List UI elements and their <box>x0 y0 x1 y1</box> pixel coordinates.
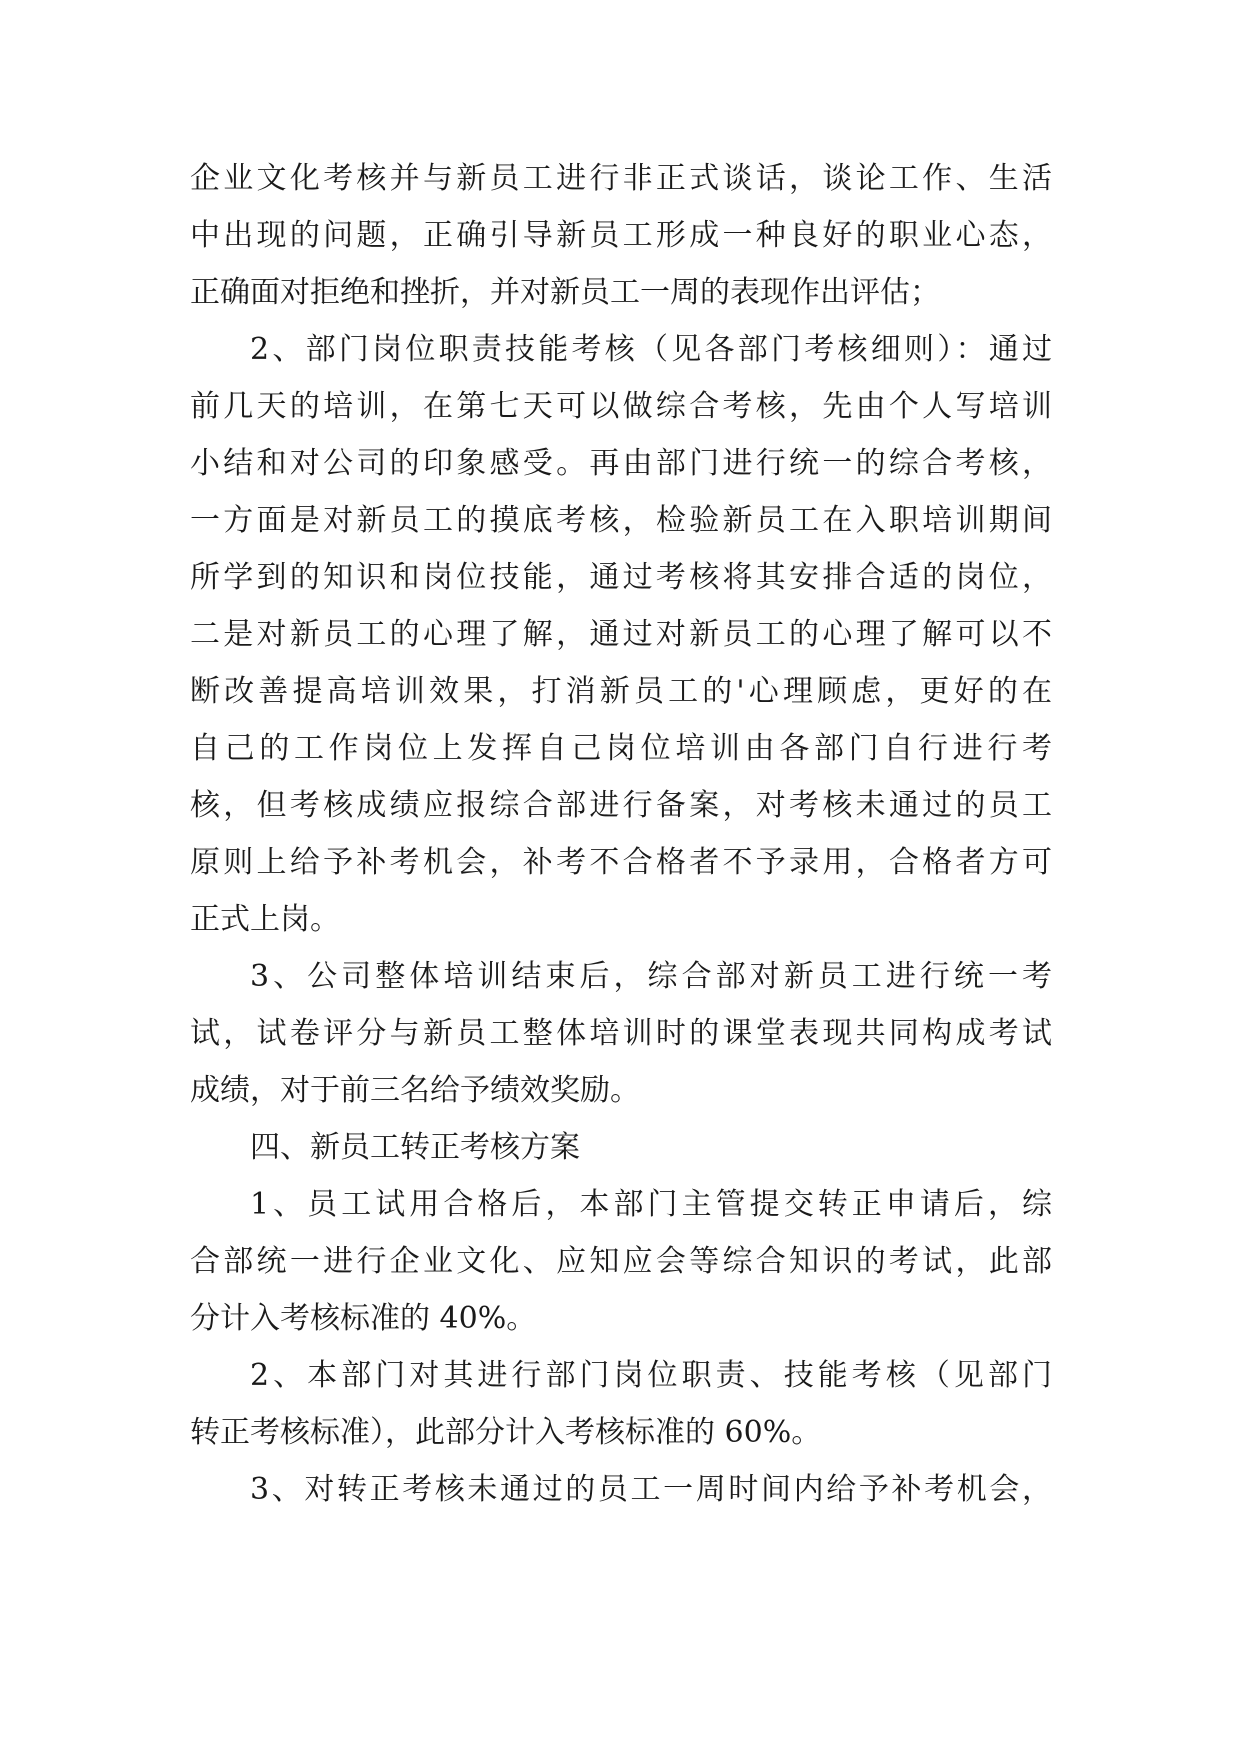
text-line: 断改善提高培训效果，打消新员工的'心理顾虑，更好的在 <box>190 674 1052 709</box>
text-line: 转正考核标准），此部分计入考核标准的 60%。 <box>190 1415 822 1450</box>
text-line: 核，但考核成绩应报综合部进行备案，对考核未通过的员工 <box>190 788 1052 823</box>
text-line: 3、对转正考核未通过的员工一周时间内给予补考机会， <box>250 1472 1052 1507</box>
text-line: 合部统一进行企业文化、应知应会等综合知识的考试，此部 <box>190 1244 1052 1279</box>
text-line: 正式上岗。 <box>190 902 340 937</box>
text-line: 成绩，对于前三名给予绩效奖励。 <box>190 1073 640 1108</box>
text-line: 3、公司整体培训结束后，综合部对新员工进行统一考 <box>250 959 1052 994</box>
text-line: 2、本部门对其进行部门岗位职责、技能考核（见部门 <box>250 1358 1052 1393</box>
text-line: 中出现的问题，正确引导新员工形成一种良好的职业心态， <box>190 218 1052 253</box>
text-line: 1、员工试用合格后，本部门主管提交转正申请后，综 <box>250 1187 1052 1222</box>
text-line: 2、部门岗位职责技能考核（见各部门考核细则）：通过 <box>250 332 1052 367</box>
text-line: 所学到的知识和岗位技能，通过考核将其安排合适的岗位， <box>190 560 1052 595</box>
text-line: 小结和对公司的印象感受。再由部门进行统一的综合考核， <box>190 446 1052 481</box>
text-line: 试，试卷评分与新员工整体培训时的课堂表现共同构成考试 <box>190 1016 1052 1051</box>
text-line: 原则上给予补考机会，补考不合格者不予录用，合格者方可 <box>190 845 1052 880</box>
text-line: 自己的工作岗位上发挥自己岗位培训由各部门自行进行考 <box>190 731 1052 766</box>
section-heading: 四、新员工转正考核方案 <box>250 1130 580 1165</box>
text-line: 分计入考核标准的 40%。 <box>190 1301 537 1336</box>
text-line: 前几天的培训，在第七天可以做综合考核，先由个人写培训 <box>190 389 1052 424</box>
text-line: 一方面是对新员工的摸底考核，检验新员工在入职培训期间 <box>190 503 1052 538</box>
text-line: 正确面对拒绝和挫折，并对新员工一周的表现作出评估； <box>190 275 940 310</box>
document-body <box>190 150 1052 1518</box>
text-line: 二是对新员工的心理了解，通过对新员工的心理了解可以不 <box>190 617 1052 652</box>
text-line: 企业文化考核并与新员工进行非正式谈话，谈论工作、生活 <box>190 161 1052 196</box>
